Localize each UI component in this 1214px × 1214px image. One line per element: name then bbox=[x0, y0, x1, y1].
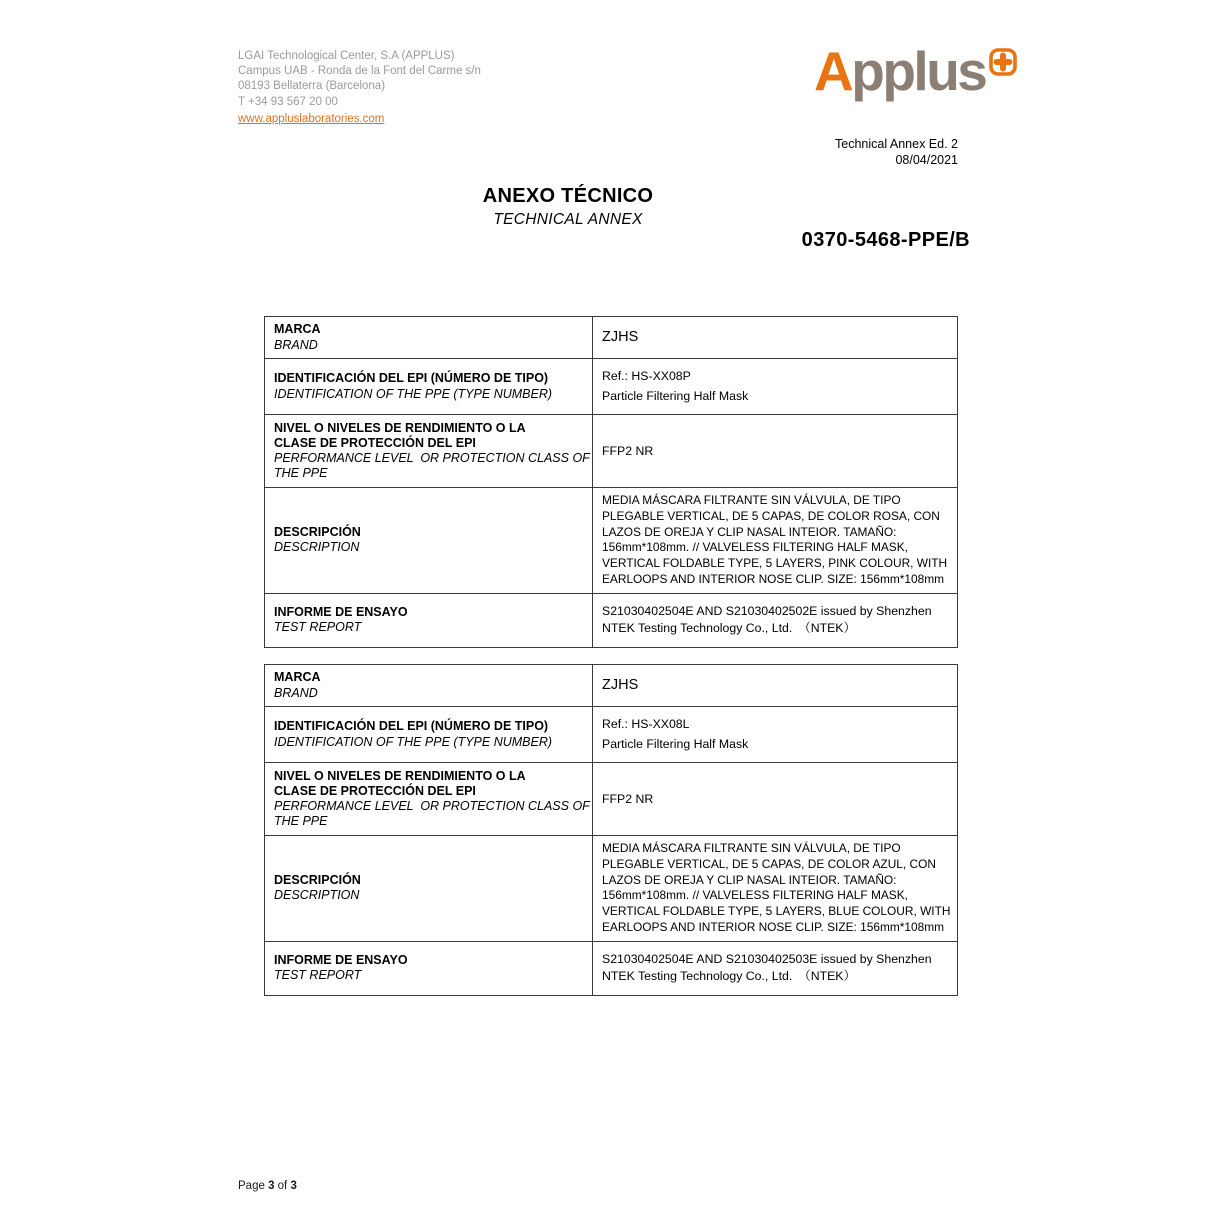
table-row-description bbox=[265, 835, 957, 941]
table-row-identification bbox=[265, 706, 957, 762]
label-en: TEST REPORT bbox=[274, 620, 362, 635]
label-en: IDENTIFICATION OF THE PPE (TYPE NUMBER) bbox=[274, 386, 553, 401]
table-row-performance bbox=[265, 414, 957, 487]
table-row-test-report bbox=[265, 593, 957, 647]
label-cell-identification bbox=[265, 707, 593, 762]
label-en: IDENTIFICATION OF THE PPE (TYPE NUMBER) bbox=[274, 734, 553, 749]
value-text: S21030402504E AND S21030402502E issued by Shenzhen NTEK Testing Technology Co., Ltd. （NTEK） bbox=[602, 604, 932, 636]
page-subtitle: TECHNICAL ANNEX bbox=[493, 211, 643, 228]
label-en: DESCRIPTION bbox=[274, 540, 360, 555]
value-cell-brand bbox=[593, 317, 957, 358]
label-es: IDENTIFICACIÓN DEL EPI (NÚMERO DE TIPO) bbox=[274, 371, 549, 386]
value-cell-test-report bbox=[593, 594, 957, 647]
logo-wordmark bbox=[814, 40, 986, 102]
label-en: PERFORMANCE LEVEL OR PROTECTION CLASS OF THE PPE bbox=[274, 451, 590, 481]
label-en: PERFORMANCE LEVEL OR PROTECTION CLASS OF THE PPE bbox=[274, 799, 590, 829]
letterhead-address bbox=[238, 49, 481, 127]
table-row-performance bbox=[265, 762, 957, 835]
annex-meta bbox=[835, 137, 958, 168]
label-cell-performance bbox=[265, 763, 593, 835]
label-es: NIVEL O NIVELES DE RENDIMIENTO O LA CLASE DE PROTECCIÓN DEL EPI bbox=[274, 768, 526, 798]
label-es: DESCRIPCIÓN bbox=[274, 525, 361, 540]
label-es: MARCA bbox=[274, 670, 321, 685]
value-text: FFP2 NR bbox=[602, 443, 654, 458]
value-cell-identification bbox=[593, 707, 957, 762]
label-cell-identification bbox=[265, 359, 593, 414]
label-cell-test-report bbox=[265, 942, 593, 995]
label-en: DESCRIPTION bbox=[274, 888, 360, 903]
table-row-brand bbox=[265, 665, 957, 706]
footer-word-page: Page bbox=[238, 1180, 269, 1192]
label-es: INFORME DE ENSAYO bbox=[274, 953, 408, 968]
label-en: TEST REPORT bbox=[274, 968, 362, 983]
address-lines: LGAI Technological Center, S.A (APPLUS) Campus UAB - Ronda de la Font del Carme s/n 08193 Bellaterra (Barcelona) T +34 93 567 20 00 bbox=[238, 50, 481, 108]
logo-letters-pplus: pplus bbox=[851, 40, 986, 102]
value-cell-performance bbox=[593, 763, 957, 835]
label-cell-test-report bbox=[265, 594, 593, 647]
value-cell-brand bbox=[593, 665, 957, 706]
value-text: S21030402504E AND S21030402503E issued by Shenzhen NTEK Testing Technology Co., Ltd. （NTEK） bbox=[602, 952, 932, 984]
website-link[interactable]: www.appluslaboratories.com bbox=[238, 112, 385, 125]
table-row-brand bbox=[265, 317, 957, 358]
value-cell-test-report bbox=[593, 942, 957, 995]
label-cell-description bbox=[265, 488, 593, 593]
table-row-identification bbox=[265, 358, 957, 414]
value-text: Ref.: HS-XX08L Particle Filtering Half Mask bbox=[602, 717, 749, 751]
label-en: BRAND bbox=[274, 685, 318, 700]
plus-icon bbox=[989, 48, 1017, 76]
label-es: NIVEL O NIVELES DE RENDIMIENTO O LA CLASE DE PROTECCIÓN DEL EPI bbox=[274, 420, 526, 450]
label-es: DESCRIPCIÓN bbox=[274, 873, 361, 888]
table-row-test-report bbox=[265, 941, 957, 995]
logo-letter-a: A bbox=[814, 40, 852, 102]
applus-logo bbox=[814, 40, 1017, 102]
value-text: ZJHS bbox=[602, 329, 639, 345]
label-es: IDENTIFICACIÓN DEL EPI (NÚMERO DE TIPO) bbox=[274, 719, 549, 734]
table-row-description bbox=[265, 487, 957, 593]
ppe-table-pink bbox=[264, 316, 958, 648]
footer-current-page: 3 bbox=[268, 1180, 275, 1192]
value-text: ZJHS bbox=[602, 677, 639, 693]
page-footer bbox=[238, 1180, 297, 1192]
annex-edition: Technical Annex Ed. 2 bbox=[835, 137, 958, 151]
value-cell-description bbox=[593, 836, 957, 941]
footer-word-of: of bbox=[274, 1180, 291, 1192]
value-cell-performance bbox=[593, 415, 957, 487]
label-en: BRAND bbox=[274, 337, 318, 352]
label-cell-performance bbox=[265, 415, 593, 487]
value-text: FFP2 NR bbox=[602, 791, 654, 806]
value-cell-description bbox=[593, 488, 957, 593]
page-title: ANEXO TÉCNICO bbox=[482, 185, 654, 207]
label-cell-description bbox=[265, 836, 593, 941]
ppe-table-blue bbox=[264, 664, 958, 996]
annex-date: 08/04/2021 bbox=[895, 152, 958, 167]
value-text: MEDIA MÁSCARA FILTRANTE SIN VÁLVULA, DE TIPO PLEGABLE VERTICAL, DE 5 CAPAS, DE COLOR AZUL, CON LAZOS DE OREJA Y CLIP NASAL INTEIOR. TAMAÑO: 156mm*108mm. // VALVELESS FILTERING HALF MASK, VERTICAL FOLDABLE TYPE, 5 LAYERS, BLUE COLOUR, WITH EARLOOPS AND INTERIOR NOSE CLIP. SIZE: 156mm*108mm bbox=[602, 841, 951, 934]
label-es: MARCA bbox=[274, 322, 321, 337]
label-cell-brand bbox=[265, 665, 593, 706]
document-number: 0370-5468-PPE/B bbox=[801, 229, 970, 251]
title-block bbox=[238, 185, 898, 229]
value-text: MEDIA MÁSCARA FILTRANTE SIN VÁLVULA, DE TIPO PLEGABLE VERTICAL, DE 5 CAPAS, DE COLOR ROSA, CON LAZOS DE OREJA Y CLIP NASAL INTEIOR. TAMAÑO: 156mm*108mm. // VALVELESS FILTERING HALF MASK, VERTICAL FOLDABLE TYPE, 5 LAYERS, PINK COLOUR, WITH EARLOOPS AND INTERIOR NOSE CLIP. SIZE: 156mm*108mm bbox=[602, 493, 948, 586]
value-text: Ref.: HS-XX08P Particle Filtering Half Mask bbox=[602, 369, 749, 403]
value-cell-identification bbox=[593, 359, 957, 414]
label-cell-brand bbox=[265, 317, 593, 358]
label-es: INFORME DE ENSAYO bbox=[274, 605, 408, 620]
footer-total-pages: 3 bbox=[290, 1180, 297, 1192]
